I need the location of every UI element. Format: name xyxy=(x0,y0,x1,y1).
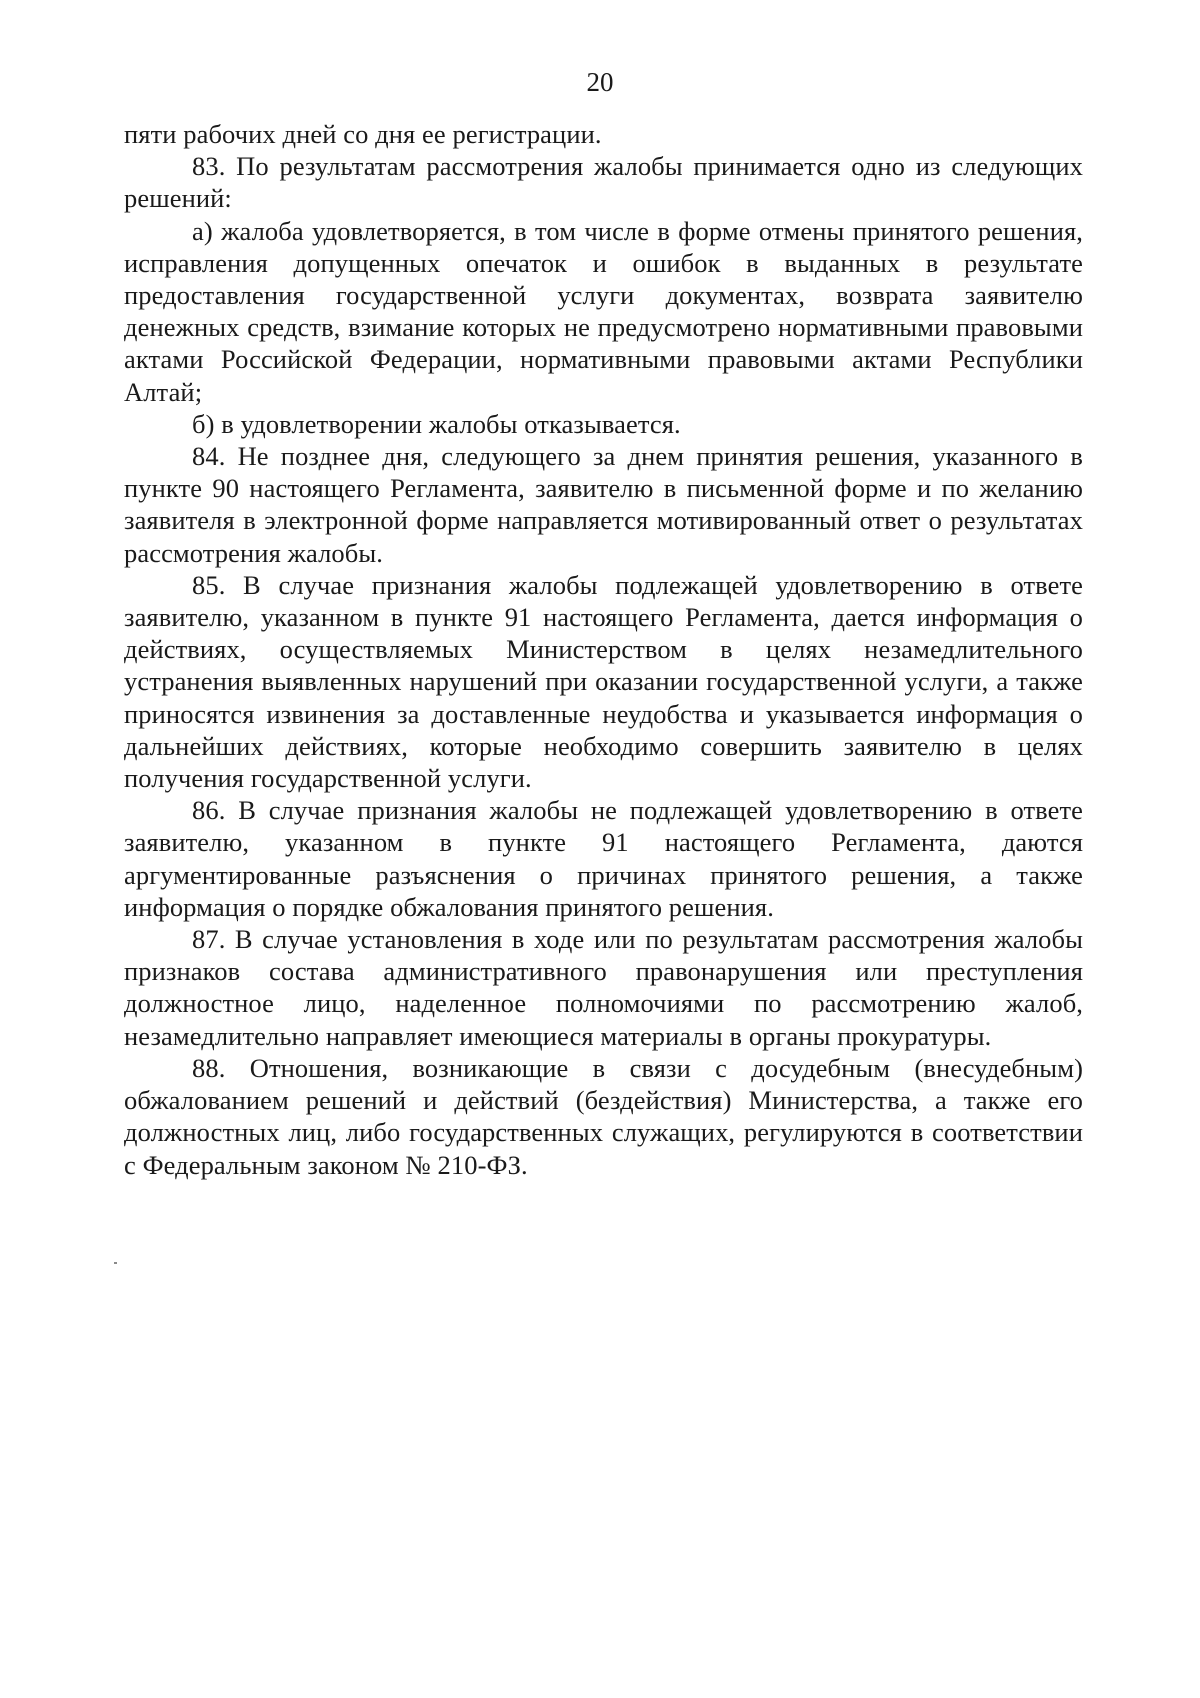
paragraph-83: 83. По результатам рассмотрения жалобы принимается одно из следующих решений: xyxy=(124,151,1083,214)
paragraph-85: 85. В случае признания жалобы подлежащей удовлетворению в ответе заявителю, указанном в пункте 91 настоящего Регламента, дается информация о действиях, осуществляемых Министерством в целях незамедлительного устранения выявленных нарушений при оказании государственной услуги, а также приносятся извинения за доставленные неудобства и указывается информация о дальнейших действиях, которые необходимо совершить заявителю в целях получения государственной услуги. xyxy=(124,569,1083,794)
paragraph-83-a: а) жалоба удовлетворяется, в том числе в форме отмены принятого решения, исправления допущенных опечаток и ошибок в выданных в результате предоставления государственной услуги документах, возврата заявителю денежных средств, взимание которых не предусмотрено нормативными правовыми актами Российской Федерации, нормативными правовыми актами Республики Алтай; xyxy=(124,215,1083,407)
paragraph-84: 84. Не позднее дня, следующего за днем принятия решения, указанного в пункте 90 настоящего Регламента, заявителю в письменной форме и по желанию заявителя в электронной форме направляется мотивированный ответ о результатах рассмотрения жалобы. xyxy=(124,441,1083,568)
paragraph-86: 86. В случае признания жалобы не подлежащей удовлетворению в ответе заявителю, указанном в пункте 91 настоящего Регламента, даются аргументированные разъяснения о причинах принятого решения, а также информация о порядке обжалования принятого решения. xyxy=(124,795,1083,922)
paragraph-88: 88. Отношения, возникающие в связи с досудебным (внесудебным) обжалованием решений и действий (бездействия) Министерства, а также его должностных лиц, либо государственных служащих, регулируются в соответствии с Федеральным законом № 210-ФЗ. xyxy=(124,1052,1083,1180)
paragraph-83-b: б) в удовлетворении жалобы отказывается. xyxy=(192,408,681,439)
paragraph-continuation: пяти рабочих дней со дня ее регистрации. xyxy=(124,119,602,149)
paragraph-87: 87. В случае установления в ходе или по результатам рассмотрения жалобы признаков состава административного правонарушения или преступления должностное лицо, наделенное полномочиями по рассмотрению жалоб, незамедлительно направляет имеющиеся материалы в органы прокуратуры. xyxy=(124,924,1083,1051)
scan-speck xyxy=(114,1262,117,1264)
page-number: 20 xyxy=(586,67,614,97)
document-body xyxy=(124,118,1083,1181)
